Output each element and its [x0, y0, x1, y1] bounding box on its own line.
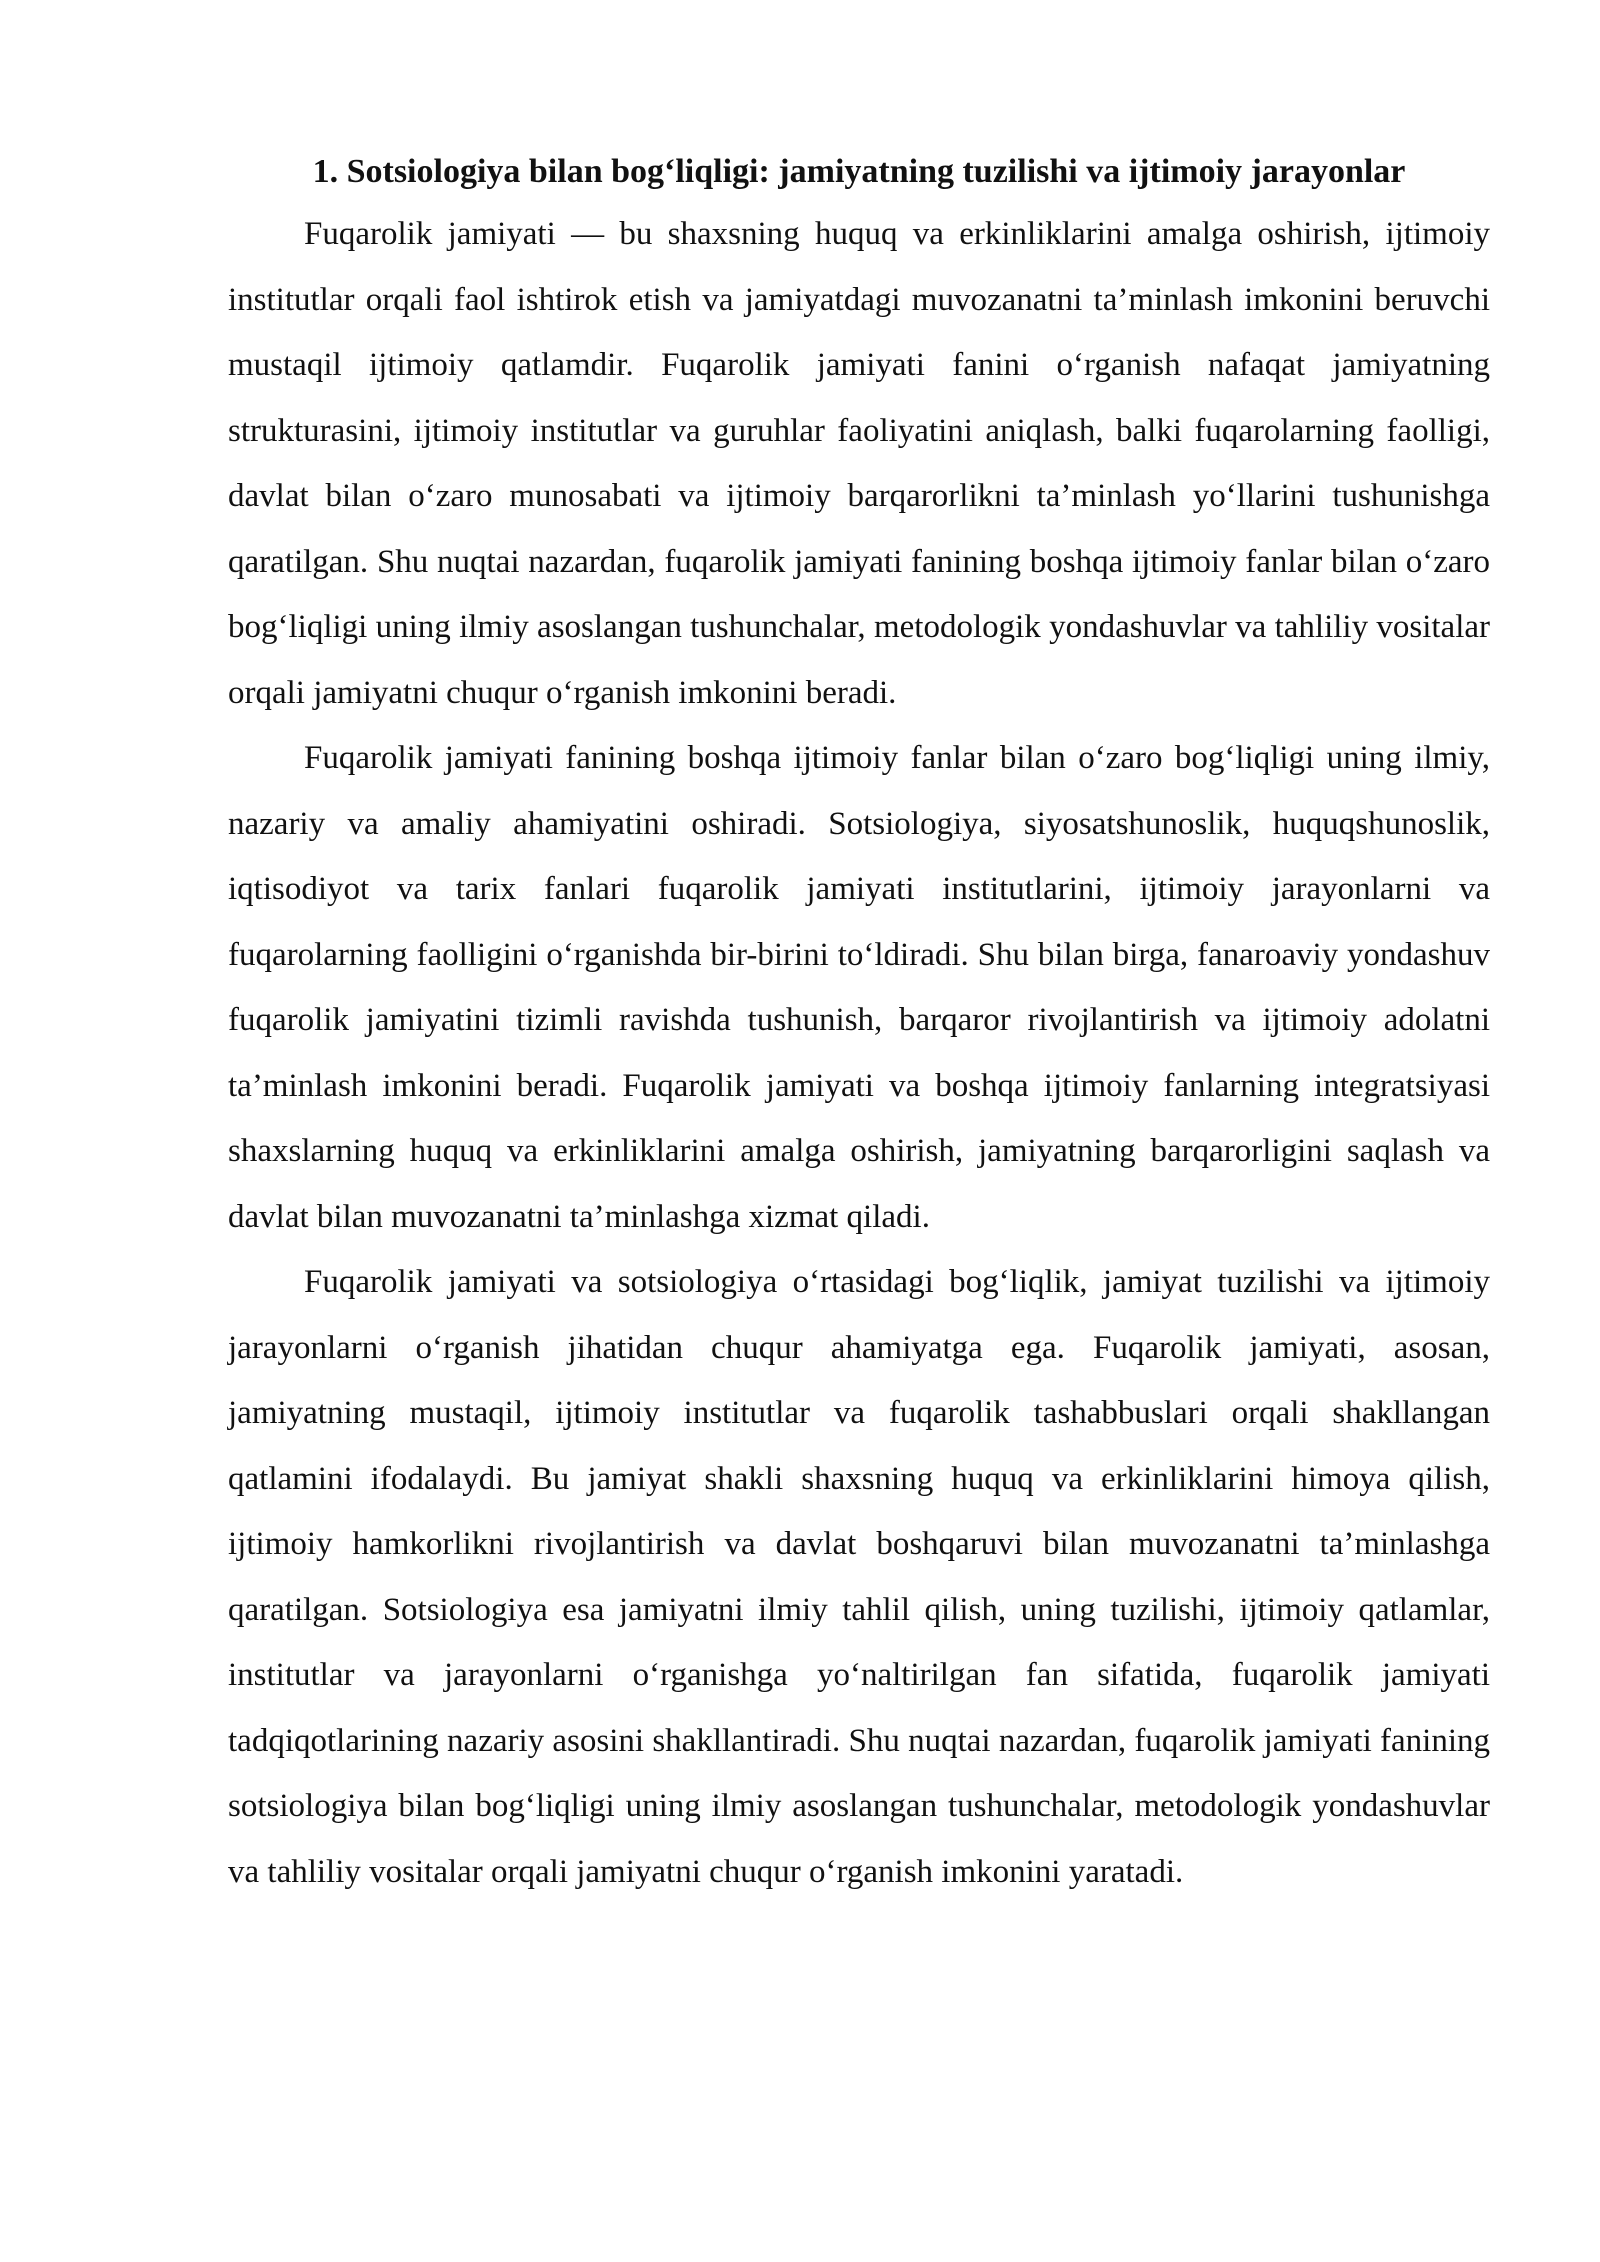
paragraph-3: Fuqarolik jamiyati va sotsiologiya o‘rtasidagi bog‘liqlik, jamiyat tuzilishi va ijtimoiy jarayonlarni o‘rganish jihatidan chuqur ahamiyatga ega. Fuqarolik jamiyati, asosan, jamiyatning mustaqil, ijtimoiy institutlar va fuqarolik tashabbuslari orqali shakllangan qatlamini ifodalaydi. Bu jamiyat shakli shaxsning huquq va erkinliklarini himoya qilish, ijtimoiy hamkorlikni rivojlantirish va davlat boshqaruvi bilan muvozanatni ta’minlashga qaratilgan. Sotsiologiya esa jamiyatni ilmiy tahlil qilish, uning tuzilishi, ijtimoiy qatlamlar, institutlar va jarayonlarni o‘rganishga yo‘naltirilgan fan sifatida, fuqarolik jamiyati tadqiqotlarining nazariy asosini shakllantiradi. Shu nuqtai nazardan, fuqarolik jamiyati fanining sotsiologiya bilan bog‘liqligi uning ilmiy asoslangan tushunchalar, metodologik yondashuvlar va tahliliy vositalar orqali jamiyatni chuqur o‘rganish imkonini yaratadi.	[228, 1264, 1490, 1890]
document-page	[228, 148, 1490, 1905]
section-heading: 1. Sotsiologiya bilan bog‘liqligi: jamiyatning tuzilishi va ijtimoiy jarayonlar	[312, 153, 1406, 190]
paragraph-1: Fuqarolik jamiyati — bu shaxsning huquq va erkinliklarini amalga oshirish, ijtimoiy institutlar orqali faol ishtirok etish va jamiyatdagi muvozanatni ta’minlash imkonini beruvchi mustaqil ijtimoiy qatlamdir. Fuqarolik jamiyati fanini o‘rganish nafaqat jamiyatning strukturasini, ijtimoiy institutlar va guruhlar faoliyatini aniqlash, balki fuqarolarning faolligi, davlat bilan o‘zaro munosabati va ijtimoiy barqarorlikni ta’minlash yo‘llarini tushunishga qaratilgan. Shu nuqtai nazardan, fuqarolik jamiyati fanining boshqa ijtimoiy fanlar bilan o‘zaro bog‘liqligi uning ilmiy asoslangan tushunchalar, metodologik yondashuvlar va tahliliy vositalar orqali jamiyatni chuqur o‘rganish imkonini beradi.	[228, 216, 1490, 711]
paragraph-2: Fuqarolik jamiyati fanining boshqa ijtimoiy fanlar bilan o‘zaro bog‘liqligi uning ilmiy, nazariy va amaliy ahamiyatini oshiradi. Sotsiologiya, siyosatshunoslik, huquqshunoslik, iqtisodiyot va tarix fanlari fuqarolik jamiyati institutlarini, ijtimoiy jarayonlarni va fuqarolarning faolligini o‘rganishda bir-birini to‘ldiradi. Shu bilan birga, fanaroaviy yondashuv fuqarolik jamiyatini tizimli ravishda tushunish, barqaror rivojlantirish va ijtimoiy adolatni ta’minlash imkonini beradi. Fuqarolik jamiyati va boshqa ijtimoiy fanlarning integratsiyasi shaxslarning huquq va erkinliklarini amalga oshirish, jamiyatning barqarorligini saqlash va davlat bilan muvozanatni ta’minlashga xizmat qiladi.	[228, 740, 1490, 1235]
